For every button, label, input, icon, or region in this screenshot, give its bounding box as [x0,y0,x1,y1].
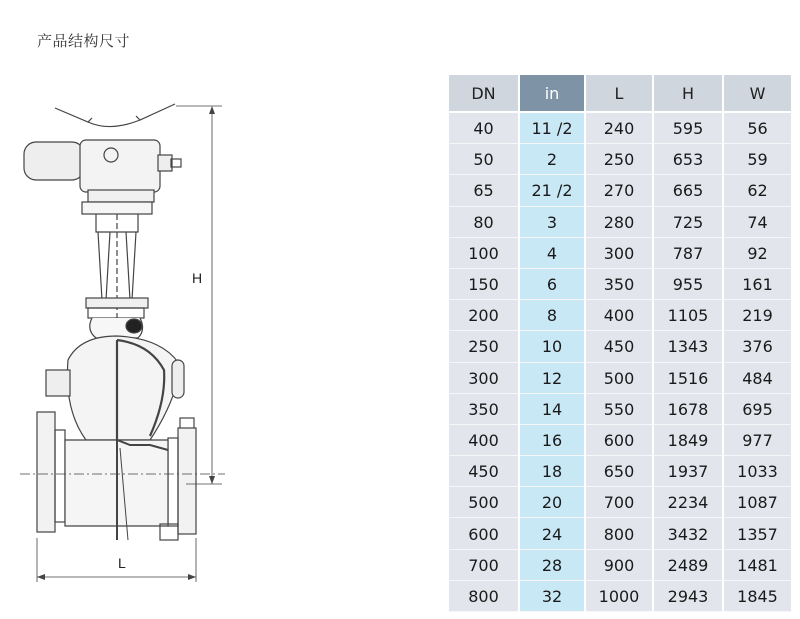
table-row [449,300,791,331]
cell-w: 1357 [724,518,791,549]
cell-l: 700 [586,487,652,518]
cell-dn: 300 [449,363,518,394]
cell-h: 2943 [654,581,722,612]
cell-h: 665 [654,175,722,206]
table-row [449,207,791,238]
yoke-right-leg [126,232,136,300]
table-row [449,269,791,300]
cell-dn: 250 [449,331,518,362]
cell-w: 695 [724,394,791,425]
flange-left [37,412,55,532]
cell-dn: 500 [449,487,518,518]
cell-in: 16 [520,425,584,456]
cell-l: 280 [586,207,652,238]
header-w: W [724,75,791,113]
cell-l: 450 [586,331,652,362]
table-row [449,487,791,518]
cell-l: 900 [586,550,652,581]
cell-h: 653 [654,144,722,175]
cell-w: 92 [724,238,791,269]
table-row [449,331,791,362]
cell-in: 20 [520,487,584,518]
flange-right [178,428,196,534]
table-row [449,144,791,175]
cell-l: 500 [586,363,652,394]
cell-h: 725 [654,207,722,238]
header-h: H [654,75,722,113]
yoke-left-leg [98,232,110,300]
table-row [449,456,791,487]
cell-h: 595 [654,113,722,144]
cell-w: 74 [724,207,791,238]
cell-in: 8 [520,300,584,331]
table-row [449,581,791,612]
cell-in: 14 [520,394,584,425]
cell-in: 12 [520,363,584,394]
cell-in: 10 [520,331,584,362]
cell-dn: 350 [449,394,518,425]
cell-in: 4 [520,238,584,269]
cell-dn: 100 [449,238,518,269]
dim-label-h: H [192,270,203,286]
cell-w: 376 [724,331,791,362]
yoke-top [82,202,152,214]
body-upper [67,336,178,440]
handwheel-arm-right [136,104,175,120]
cell-w: 219 [724,300,791,331]
cell-l: 300 [586,238,652,269]
cell-h: 1849 [654,425,722,456]
cell-h: 3432 [654,518,722,549]
cell-in: 32 [520,581,584,612]
dim-label-l: L [118,555,126,571]
cell-h: 1516 [654,363,722,394]
cell-in: 18 [520,456,584,487]
cell-l: 350 [586,269,652,300]
table-row [449,425,791,456]
cell-in: 21 /2 [520,175,584,206]
table-row [449,113,791,144]
cell-dn: 400 [449,425,518,456]
cell-dn: 65 [449,175,518,206]
header-dn: DN [449,75,518,113]
cell-w: 161 [724,269,791,300]
cell-w: 1845 [724,581,791,612]
table-row [449,550,791,581]
cell-dn: 80 [449,207,518,238]
cell-l: 600 [586,425,652,456]
cell-l: 800 [586,518,652,549]
cell-l: 1000 [586,581,652,612]
cell-dn: 40 [449,113,518,144]
cell-h: 1343 [654,331,722,362]
header-l: L [586,75,652,113]
table-row [449,238,791,269]
dimension-table [447,75,793,612]
cell-in: 24 [520,518,584,549]
page-title: 产品结构尺寸 [37,32,131,50]
table-header-row [449,75,791,113]
actuator-body [24,142,84,180]
handwheel-arm-left [55,108,92,122]
cell-w: 56 [724,113,791,144]
cell-dn: 200 [449,300,518,331]
table-row [449,518,791,549]
cell-h: 2234 [654,487,722,518]
cell-w: 62 [724,175,791,206]
cell-w: 1087 [724,487,791,518]
cell-l: 270 [586,175,652,206]
cell-in: 28 [520,550,584,581]
valve-drawing [0,70,260,590]
cell-h: 955 [654,269,722,300]
cell-in: 3 [520,207,584,238]
table-row [449,363,791,394]
cell-dn: 150 [449,269,518,300]
cell-w: 1033 [724,456,791,487]
cell-dn: 450 [449,456,518,487]
cell-dn: 600 [449,518,518,549]
cell-w: 484 [724,363,791,394]
table-row [449,175,791,206]
cell-h: 787 [654,238,722,269]
cell-l: 400 [586,300,652,331]
header-in: in [520,75,584,113]
cell-dn: 50 [449,144,518,175]
cell-h: 2489 [654,550,722,581]
cell-l: 240 [586,113,652,144]
cell-h: 1678 [654,394,722,425]
cell-in: 2 [520,144,584,175]
cell-l: 250 [586,144,652,175]
cell-h: 1105 [654,300,722,331]
cell-in: 6 [520,269,584,300]
cell-dn: 700 [449,550,518,581]
cell-w: 977 [724,425,791,456]
cell-w: 1481 [724,550,791,581]
table-row [449,394,791,425]
cell-h: 1937 [654,456,722,487]
cell-in: 11 /2 [520,113,584,144]
cell-dn: 800 [449,581,518,612]
cell-l: 550 [586,394,652,425]
cell-w: 59 [724,144,791,175]
cell-l: 650 [586,456,652,487]
